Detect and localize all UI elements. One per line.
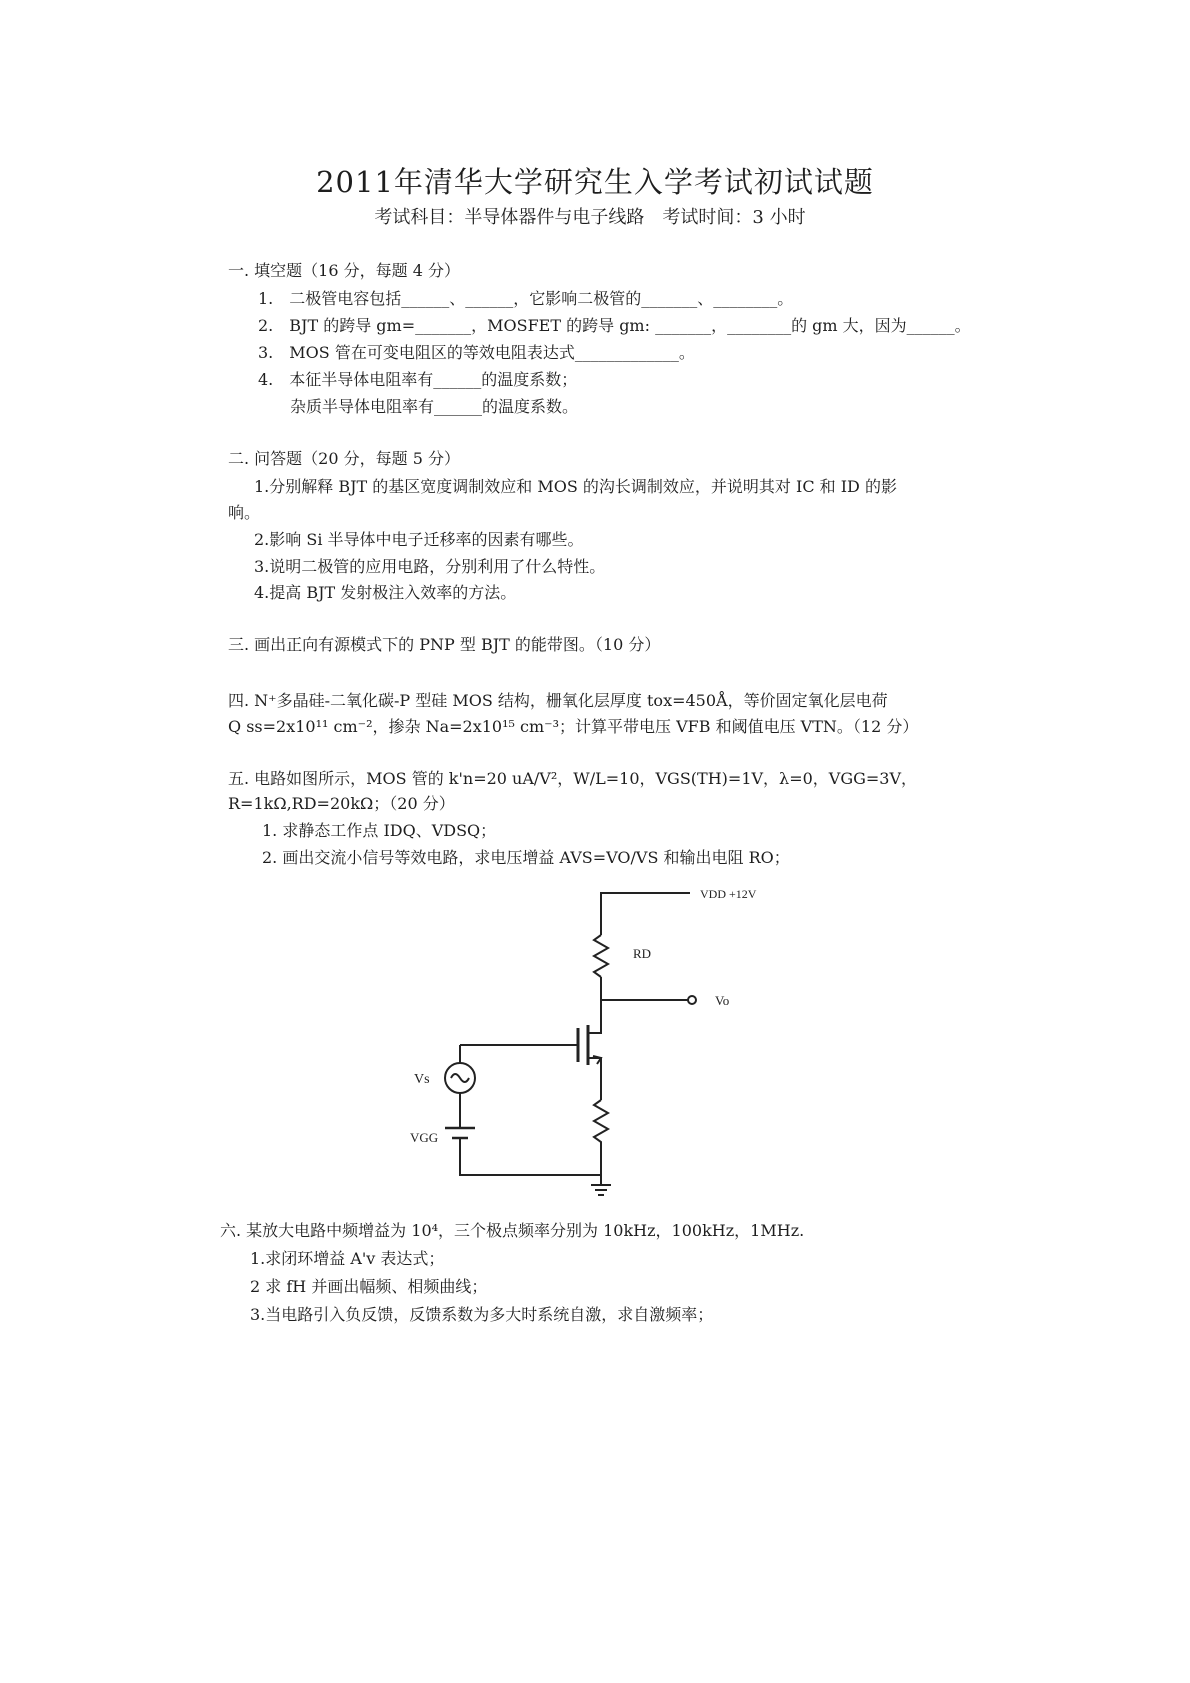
section-4-line: Q ss=2x10¹¹ cm⁻²，掺杂 Na=2x10¹⁵ cm⁻³；计算平带电压 VFB 和阈值电压 VTN。（12 分） xyxy=(228,717,919,736)
rd-label: RD xyxy=(633,946,652,961)
source-resistor xyxy=(594,1100,608,1185)
vo-label: Vo xyxy=(715,993,730,1008)
question-item: 2. BJT 的跨导 gm=_______，MOSFET 的跨导 gm: _______，________的 gm 大，因为______。 xyxy=(258,316,971,335)
section-6-line: 1.求闭环增益 A'v 表达式； xyxy=(250,1249,445,1268)
question-item: 4. 本征半导体电阻率有______的温度系数； xyxy=(258,370,578,389)
section-5-line: 2. 画出交流小信号等效电路，求电压增益 AVS=VO/VS 和输出电阻 RO； xyxy=(262,848,790,867)
section-6-line: 3.当电路引入负反馈，反馈系数为多大时系统自激，求自激频率； xyxy=(250,1305,714,1324)
exam-title: 2011年清华大学研究生入学考试初试试题 xyxy=(316,165,874,199)
section-4-line: 四. N⁺多晶硅-二氧化碳-P 型硅 MOS 结构，栅氧化层厚度 tox=450Å，等价固定氧化层电荷 xyxy=(228,691,888,710)
question-item: 1. 二极管电容包括______、______，它影响二极管的_______、________。 xyxy=(258,289,794,308)
vs-label: Vs xyxy=(414,1072,430,1087)
exam-subtitle: 考试科目：半导体器件与电子线路 考试时间：3 小时 xyxy=(374,207,806,228)
question-item: 1.分别解释 BJT 的基区宽度调制效应和 MOS 的沟长调制效应，并说明其对 IC 和 ID 的影 xyxy=(254,477,897,496)
section-1-heading: 一. 填空题（16 分，每题 4 分） xyxy=(228,261,460,280)
section-5-line: R=1kΩ,RD=20kΩ；（20 分） xyxy=(228,794,455,813)
section-3: 三. 画出正向有源模式下的 PNP 型 BJT 的能带图。（10 分） xyxy=(228,635,661,654)
question-item: 4.提高 BJT 发射极注入效率的方法。 xyxy=(254,583,517,602)
section-6-line: 六. 某放大电路中频增益为 10⁴，三个极点频率分别为 10kHz，100kHz，1MHz. xyxy=(220,1221,805,1240)
question-item: 3. MOS 管在可变电阻区的等效电阻表达式_____________。 xyxy=(258,343,695,362)
question-item: 2.影响 Si 半导体中电子迁移率的因素有哪些。 xyxy=(254,530,584,549)
section-5-line: 五. 电路如图所示，MOS 管的 k'n=20 uA/V²，W/L=10，VGS(TH)=1V，λ=0，VGG=3V， xyxy=(228,769,918,788)
question-item: 3.说明二极管的应用电路，分别利用了什么特性。 xyxy=(254,557,606,576)
section-2-heading: 二. 问答题（20 分，每题 5 分） xyxy=(228,449,460,468)
section-6-line: 2 求 fH 并画出幅频、相频曲线； xyxy=(250,1277,488,1296)
section-5-line: 1. 求静态工作点 IDQ、VDSQ； xyxy=(262,821,497,840)
vdd-label: VDD +12V xyxy=(700,887,757,901)
rd-resistor xyxy=(594,935,608,977)
question-item: 杂质半导体电阻率有______的温度系数。 xyxy=(258,397,579,416)
question-item: 响。 xyxy=(228,503,261,522)
vgg-label: VGG xyxy=(410,1130,439,1145)
